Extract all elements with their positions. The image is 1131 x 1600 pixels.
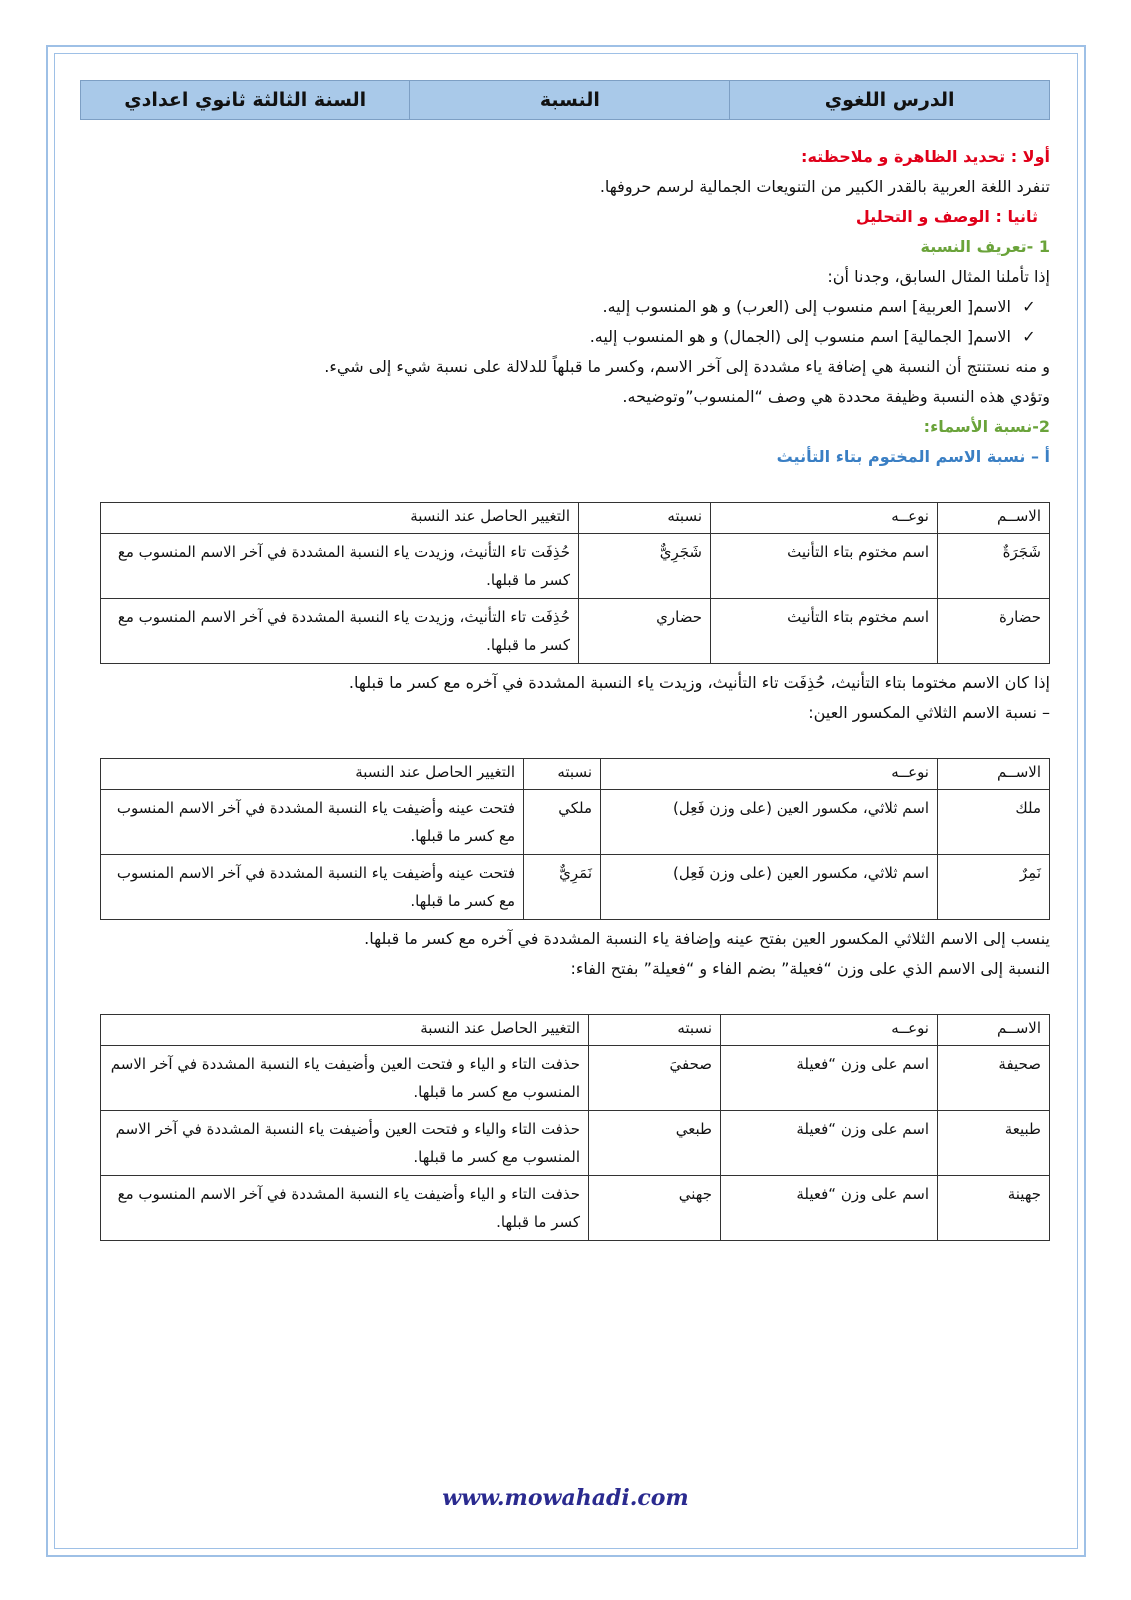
checkmark-icon: ✓: [1022, 297, 1036, 316]
section1-title: أولا : تحديد الظاهرة و ملاحظته:: [801, 147, 1050, 166]
header-level: السنة الثالثة ثانوي اعدادي: [81, 81, 410, 120]
bullet-text: الاسم[ العربية] اسم منسوب إلى (العرب) و هو المنسوب إليه.: [602, 297, 1011, 316]
cell-nisba: صحفيَ: [589, 1046, 721, 1111]
definition-title: 1 -تعريف النسبة: [920, 237, 1050, 256]
table-row: [101, 1176, 1050, 1241]
cell-change: فتحت عينه وأضيفت ياء النسبة المشددة في آخر الاسم المنسوب مع كسر ما قبلها.: [101, 790, 524, 855]
bullet-item: [80, 322, 1050, 352]
col-header-name: الاســم: [938, 1015, 1050, 1046]
cell-nisba: ملكي: [524, 790, 601, 855]
header-lesson: الدرس اللغوي: [730, 81, 1050, 120]
cell-change: حُذِفَت تاء التأنيث، وزيدت ياء النسبة المشددة في آخر الاسم المنسوب مع كسر ما قبلها.: [101, 534, 579, 599]
col-header-nisba: نسبته: [524, 759, 601, 790]
cell-name: نَمِرٌ: [938, 855, 1050, 920]
col-header-name: الاســم: [938, 503, 1050, 534]
cell-nisba: طبعي: [589, 1111, 721, 1176]
cell-type: اسم على وزن “فعيلة: [721, 1176, 938, 1241]
cell-change: حُذِفَت تاء التأنيث، وزيدت ياء النسبة المشددة في آخر الاسم المنسوب مع كسر ما قبلها.: [101, 599, 579, 664]
col-header-change: التغيير الحاصل عند النسبة: [101, 759, 524, 790]
cell-name: شَجَرَةٌ: [938, 534, 1050, 599]
table-feminine: [100, 502, 1050, 664]
rule-line: ينسب إلى الاسم الثلاثي المكسور العين بفتح عينه وإضافة ياء النسبة المشددة في آخره مع كسر ما قبلها.: [364, 929, 1050, 948]
table-triliteral: [100, 758, 1050, 920]
col-header-nisba: نسبته: [589, 1015, 721, 1046]
col-header-nisba: نسبته: [579, 503, 711, 534]
table-row: [101, 790, 1050, 855]
cell-type: اسم مختوم بتاء التأنيث: [711, 534, 938, 599]
cell-change: حذفت التاء والياء و فتحت العين وأضيفت ياء النسبة المشددة في آخر الاسم المنسوب مع كسر ما قبلها.: [101, 1111, 589, 1176]
cell-name: ملك: [938, 790, 1050, 855]
cell-name: جهينة: [938, 1176, 1050, 1241]
cell-nisba: جهني: [589, 1176, 721, 1241]
cell-name: طبيعة: [938, 1111, 1050, 1176]
cell-change: حذفت التاء و الياء و فتحت العين وأضيفت ياء النسبة المشددة في آخر الاسم المنسوب مع كسر ما قبلها.: [101, 1046, 589, 1111]
cell-change: فتحت عينه وأضيفت ياء النسبة المشددة في آخر الاسم المنسوب مع كسر ما قبلها.: [101, 855, 524, 920]
cell-name: صحيفة: [938, 1046, 1050, 1111]
next-section-title: – نسبة الاسم الثلاثي المكسور العين:: [808, 703, 1050, 722]
cell-nisba: نَمَرِيٌّ: [524, 855, 601, 920]
cell-type: اسم ثلاثي، مكسور العين (على وزن فَعِل): [601, 855, 938, 920]
definition-intro: إذا تأملنا المثال السابق، وجدنا أن:: [827, 267, 1050, 286]
cell-type: اسم على وزن “فعيلة: [721, 1046, 938, 1111]
col-header-type: نوعــه: [711, 503, 938, 534]
checkmark-icon: ✓: [1022, 327, 1036, 346]
conclusion-line: وتؤدي هذه النسبة وظيفة محددة هي وصف “المنسوب”وتوضيحه.: [622, 387, 1050, 406]
table-faeela: [100, 1014, 1050, 1241]
conclusion-line: و منه نستنتج أن النسبة هي إضافة ياء مشددة إلى آخر الاسم، وكسر ما قبلهاً للدلالة على نسبة شيء إلى شيء.: [324, 357, 1050, 376]
cell-type: اسم مختوم بتاء التأنيث: [711, 599, 938, 664]
col-header-type: نوعــه: [601, 759, 938, 790]
nisba-names-title: 2-نسبة الأسماء:: [923, 417, 1050, 436]
bullet-item: [80, 292, 1050, 322]
subsection-a-title: أ – نسبة الاسم المختوم بتاء التأنيث: [776, 447, 1050, 466]
bullet-text: الاسم[ الجمالية] اسم منسوب إلى (الجمال) و هو المنسوب إليه.: [589, 327, 1011, 346]
cell-nisba: شَجَرِيٌّ: [579, 534, 711, 599]
header-table: [80, 80, 1050, 120]
cell-name: حضارة: [938, 599, 1050, 664]
section1-text: تنفرد اللغة العربية بالقدر الكبير من التنويعات الجمالية لرسم حروفها.: [599, 177, 1050, 196]
document-content: [80, 80, 1050, 1241]
table-row: [101, 855, 1050, 920]
header-topic: النسبة: [410, 81, 730, 120]
rule-line: إذا كان الاسم مختوما بتاء التأنيث، حُذِفَت تاء التأنيث، وزيدت ياء النسبة المشددة في آخره مع كسر ما قبلها.: [348, 673, 1050, 692]
col-header-change: التغيير الحاصل عند النسبة: [101, 503, 579, 534]
table-row: [101, 534, 1050, 599]
col-header-name: الاســم: [938, 759, 1050, 790]
cell-change: حذفت التاء و الياء وأضيفت ياء النسبة المشددة في آخر الاسم المنسوب مع كسر ما قبلها.: [101, 1176, 589, 1241]
next-section-title: النسبة إلى الاسم الذي على وزن “فعيلة” بضم الفاء و “فعيلة” بفتح الفاء:: [570, 959, 1050, 978]
table-row: [101, 1046, 1050, 1111]
cell-nisba: حضاري: [579, 599, 711, 664]
cell-type: اسم على وزن “فعيلة: [721, 1111, 938, 1176]
col-header-change: التغيير الحاصل عند النسبة: [101, 1015, 589, 1046]
table-row: [101, 599, 1050, 664]
col-header-type: نوعــه: [721, 1015, 938, 1046]
table-row: [101, 1111, 1050, 1176]
section2-title: ثانيا : الوصف و التحليل: [855, 207, 1038, 226]
cell-type: اسم ثلاثي، مكسور العين (على وزن فَعِل): [601, 790, 938, 855]
footer-url[interactable]: www.mowahadi.com: [442, 1485, 689, 1511]
